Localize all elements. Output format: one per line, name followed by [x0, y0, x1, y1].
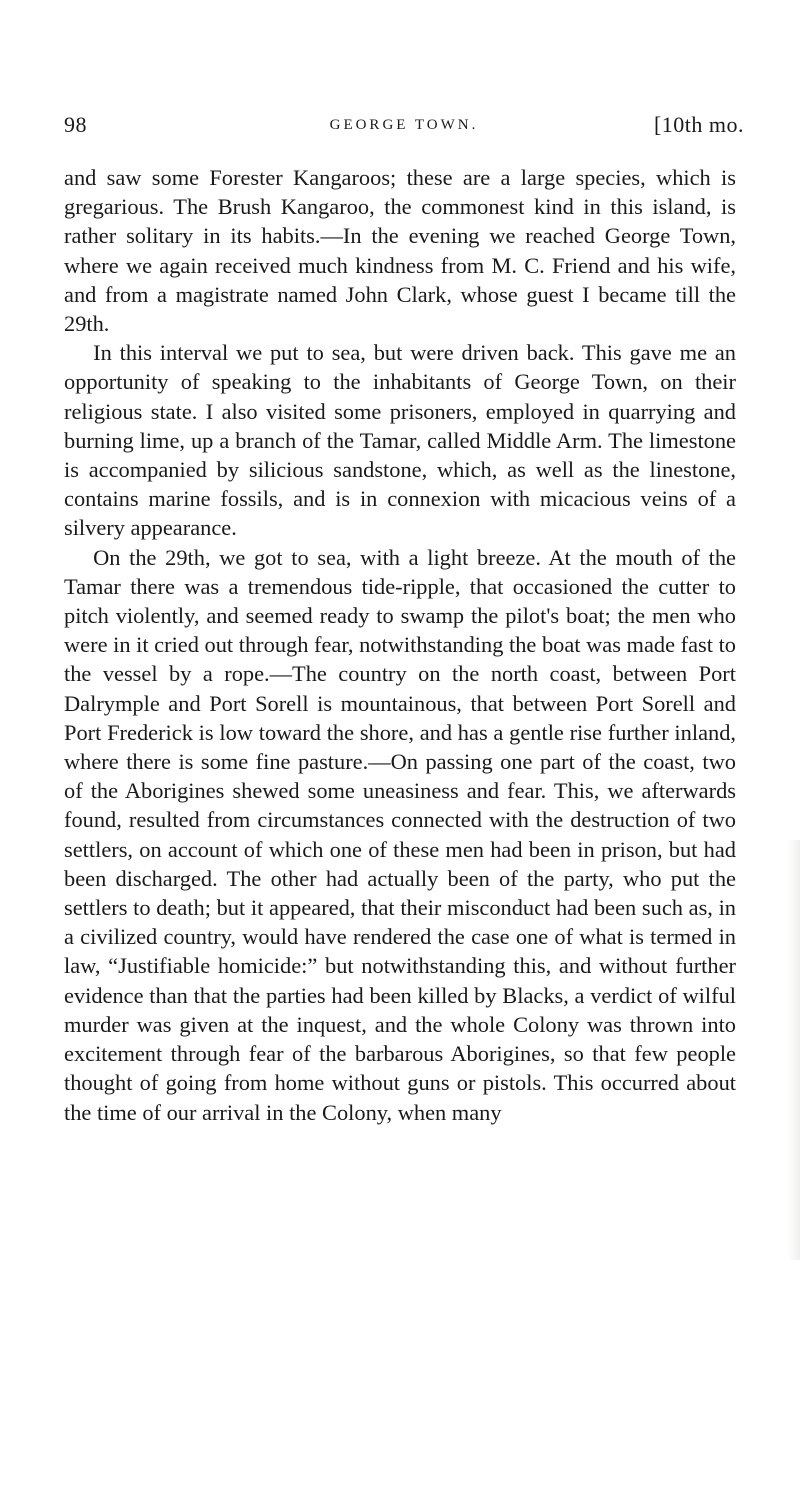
paragraph-continued: and saw some Forester Kangaroos; these are a large species, which is gregarious. The Brush Kangaroo, the commonest kind in this island, is rather solitary in its habits.—In the evening we reached George Town, where we again received much kindness from M. C. Friend and his wife, and from a magistrate named John Clark, whose guest I became till the 29th. — [64, 165, 736, 337]
running-head: GEORGE TOWN. — [329, 117, 479, 133]
paragraph-interval: In this interval we put to sea, but were driven back. This gave me an opportunity of speaking to the inhabitants of George Town, on their religious state. I also visited some prisoners, employed in quarrying and burning lime, up a branch of the Tamar, called Middle Arm. The limestone is accompanied by silicious sandstone, which, as well as the linestone, contains marine fossils, and is in connexion with micacious veins of a silvery appearance. — [64, 340, 736, 541]
page-header — [64, 112, 744, 146]
page-edge-shadow — [788, 840, 800, 1260]
month-marker: [10th mo. — [653, 112, 744, 137]
body-text — [64, 163, 736, 1127]
page-number: 98 — [64, 112, 87, 137]
paragraph-voyage: On the 29th, we got to sea, with a light breeze. At the mouth of the Tamar there was a tremendous tide-ripple, that occasioned the cutter to pitch violently, and seemed ready to swamp the pilot's boat; the men who were in it cried out through fear, notwithstanding the boat was made fast to the vessel by a rope.—The country on the north coast, between Port Dalrymple and Port Sorell is mountainous, that between Port Sorell and Port Frederick is low toward the shore, and has a gentle rise further inland, where there is some fine pasture.—On passing one part of the coast, two of the Aborigines shewed some uneasiness and fear. This, we afterwards found, resulted from circumstances connected with the destruction of two settlers, on account of which one of these men had been in prison, but had been discharged. The other had actually been of the party, who put the settlers to death; but it appeared, that their misconduct had been such as, in a civilized country, would have rendered the case one of what is termed in law, “Justifiable homicide:” but notwithstanding this, and without further evidence than that the parties had been killed by Blacks, a verdict of wilful murder was given at the inquest, and the whole Colony was thrown into excitement through fear of the barbarous Aborigines, so that few people thought of going from home without guns or pistols. This occurred about the time of our arrival in the Colony, when many — [64, 544, 736, 1125]
